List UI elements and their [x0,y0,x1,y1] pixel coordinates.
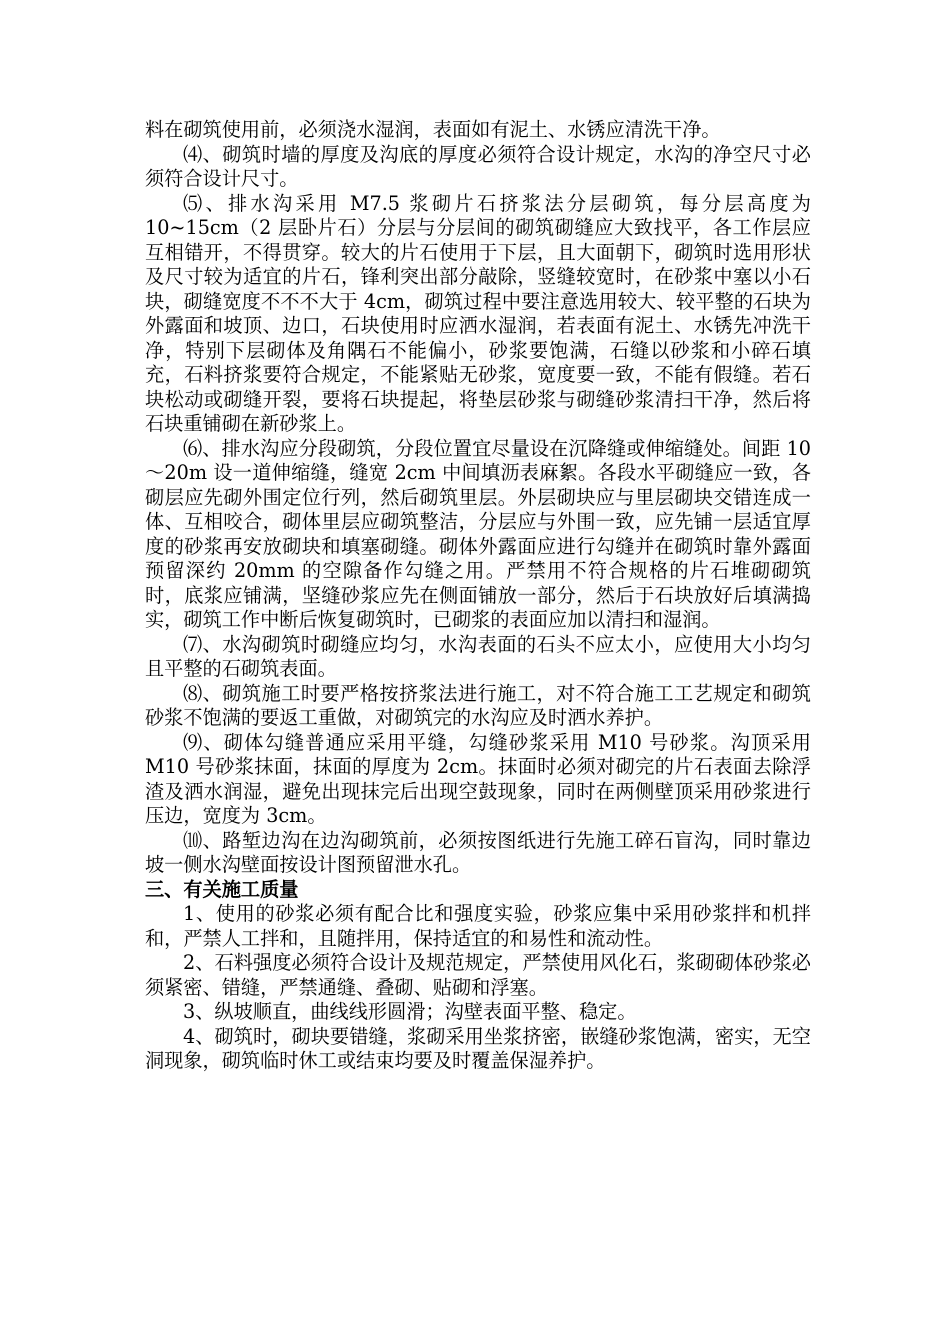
paragraph-quality-1: 1、使用的砂浆必须有配合比和强度实验，砂浆应集中采用砂浆拌和机拌和，严禁人工拌和，且随拌用，保持适宜的和易性和流动性。 [145,902,811,950]
section-heading-quality: 三、有关施工质量 [145,877,299,901]
paragraph-item-10: ⑽、路堑边沟在边沟砌筑前，必须按图纸进行先施工碎石盲沟，同时靠边坡一侧水沟壁面按设计图预留泄水孔。 [145,828,811,876]
paragraph-material-washing: 料在砌筑使用前，必须浇水湿润，表面如有泥土、水锈应清洗干净。 [145,118,721,141]
paragraph-item-5: ⑸、排水沟采用 M7.5 浆砌片石挤浆法分层砌筑，每分层高度为 10~15cm（2 层卧片石）分层与分层间的砌筑砌缝应大致找平，各工作层应互相错开，不得贯穿。较大的片石使用于下层，且大面朝下，砌筑时选用形状及尺寸较为适宜的片石，锋利突出部分敲除，竖缝较宽时，在砂浆中塞以小石块，砌缝宽度不不不大于 4cm，砌筑过程中要注意选用较大、较平整的石块为外露面和坡顶、边口，石块使用时应洒水湿润，若表面有泥土、水锈先冲洗干净，特别下层砌体及角隅石不能偏小，砂浆要饱满，石缝以砂浆和小碎石填充，石料挤浆要符合规定，不能紧贴无砂浆，宽度要一致，不能有假缝。若石块松动或砌缝开裂，要将石块提起，将垫层砂浆与砌缝砂浆清扫干净，然后将石块重铺砌在新砂浆上。 [145,191,811,435]
paragraph-item-7: ⑺、水沟砌筑时砌缝应均匀，水沟表面的石头不应太小，应使用大小均匀且平整的石砌筑表面。 [145,632,811,680]
paragraph-item-9: ⑼、砌体勾缝普通应采用平缝，勾缝砂浆采用 M10 号砂浆。沟顶采用 M10 号砂浆抹面，抹面的厚度为 2cm。抹面时必须对砌完的片石表面去除浮渣及洒水润湿，避免出现抹完后出现空鼓现象，同时在两侧壁顶采用砂浆进行压边，宽度为 3cm。 [145,730,811,827]
paragraph-item-4: ⑷、砌筑时墙的厚度及沟底的厚度必须符合设计规定，水沟的净空尺寸必须符合设计尺寸。 [145,142,811,190]
paragraph-quality-4: 4、砌筑时，砌块要错缝，浆砌采用坐浆挤密，嵌缝砂浆饱满，密实，无空洞现象，砌筑临时休工或结束均要及时覆盖保湿养护。 [145,1024,811,1072]
paragraph-quality-2: 2、石料强度必须符合设计及规范规定，严禁使用风化石，浆砌砌体砂浆必须紧密、错缝，严禁通缝、叠砌、贴砌和浮塞。 [145,951,811,999]
paragraph-item-6: ⑹、排水沟应分段砌筑，分段位置宜尽量设在沉降缝或伸缩缝处。间距 10～20m 设一道伸缩缝，缝宽 2cm 中间填沥表麻絮。各段水平砌缝应一致，各砌层应先砌外围定位行列，然后砌筑里层。外层砌块应与里层砌块交错连成一体、互相咬合，砌体里层应砌筑整洁，分层应与外围一致，应先铺一层适宜厚度的砂浆再安放砌块和填塞砌缝。砌体外露面应进行勾缝并在砌筑时靠外露面预留深约 20mm 的空隙备作勾缝之用。严禁用不符合规格的片石堆砌砌筑时，底浆应铺满，坚缝砂浆应先在侧面铺放一部分，然后于石块放好后填满捣实，砌筑工作中断后恢复砌筑时，已砌浆的表面应加以清扫和湿润。 [145,436,811,631]
paragraph-item-8: ⑻、砌筑施工时要严格按挤浆法进行施工，对不符合施工工艺规定和砌筑砂浆不饱满的要返工重做，对砌筑完的水沟应及时洒水养护。 [145,681,811,729]
paragraph-quality-3: 3、纵坡顺直，曲线线形圆滑；沟壁表面平整、稳定。 [183,1000,637,1023]
document-body [145,118,811,1074]
